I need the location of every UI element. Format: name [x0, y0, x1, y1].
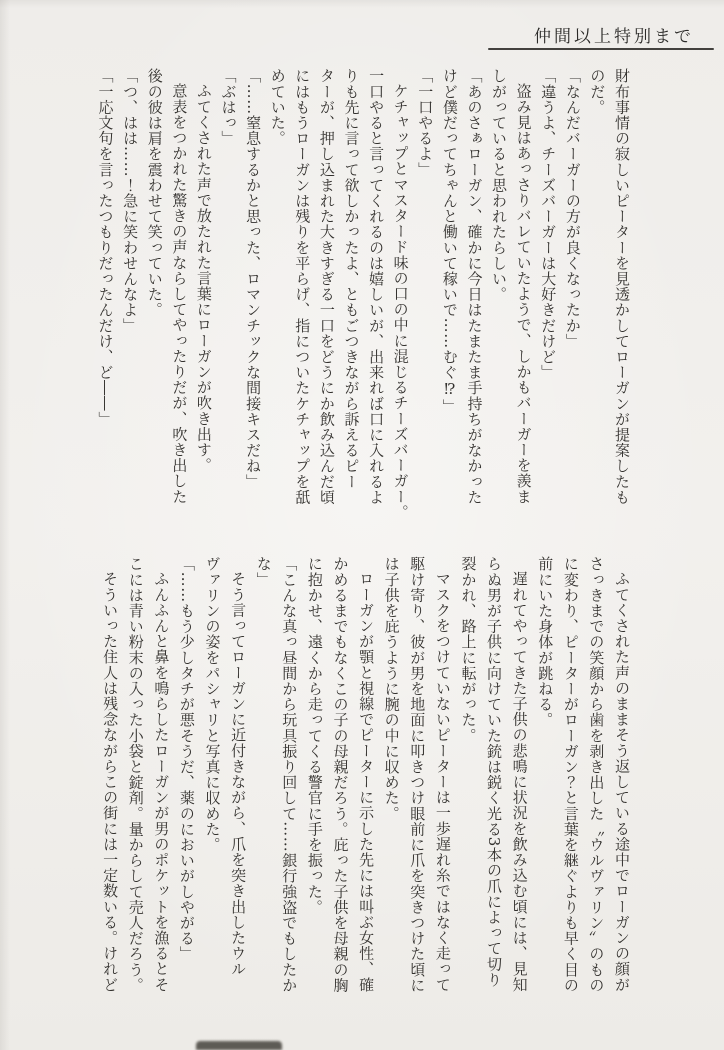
text-line: しがっていると思われたらしい。 [490, 68, 509, 302]
text-line: ふてくされた声のままそう返している途中でローガンの顔が [613, 571, 631, 993]
text-line: 遅れてやってきた子供の悲鳴に状況を飲み込む頃には、見知 [510, 571, 529, 993]
story-text-block-top [84, 68, 634, 532]
scan-artifact [196, 1041, 282, 1050]
text-line: 「なんだバーガーの方が良くなったか」 [563, 68, 582, 349]
text-line: 一口やると言ってくれるのは嬉しいが、出来れば口に入れるよ [367, 68, 386, 505]
text-line: ヴァリンの姿をパシャリと写真に収めた。 [203, 556, 222, 853]
text-line: ローガンが顎と視線でピーターに示した先には叫ぶ女性、確 [357, 571, 376, 993]
text-line: 意表をつかれた驚きの声ならしてやったりだが、吹き出した [170, 83, 189, 505]
text-line: ふてくされた声で放たれた言葉にローガンが吹き出す。 [194, 83, 213, 473]
text-line: ふんふんと鼻を鳴らしたローガンが男のポケットを漁るとそ [152, 571, 171, 993]
text-line: かめるまでもなくこの子の母親だろう。庇った子供を母親の胸 [331, 556, 350, 993]
text-line: 前にいた身体が跳ねる。 [536, 556, 555, 728]
page-edge-shading-top [0, 0, 724, 8]
text-line: な」 [254, 556, 273, 588]
story-text-block-bottom [84, 556, 634, 1024]
text-line: に抱かせ、遠くから走ってくる警官に手を振った。 [305, 556, 324, 915]
text-line: 「……窒息するかと思った、ロマンチックな間接キスだね」 [244, 68, 263, 490]
text-line: マスクをつけていないピーターは一歩遅れ糸ではなく走って [433, 571, 452, 993]
text-line: めていた。 [268, 68, 287, 146]
text-line: こには青い粉末の入った小袋と錠剤。量からして売人だろう。 [126, 556, 145, 993]
page-edge-shading-left [0, 0, 10, 1050]
text-line: ケチャップとマスタード味の口の中に混じるチーズバーガー。 [391, 83, 410, 520]
text-line: 駆け寄り、彼が男を地面に叩きつけ眼前に爪を突きつけた頃に [408, 556, 427, 993]
text-line: 「……もう少しタチが悪そうだ、薬のにおいがしやがる」 [177, 556, 196, 962]
text-line: 「一口やるよ」 [416, 68, 435, 178]
text-line: そう言ってローガンに近付きながら、爪を突き出したウル [229, 571, 248, 977]
text-line: 「ぶはっ」 [219, 68, 238, 146]
text-line: は子供を庇うように腕の中に収めた。 [382, 556, 401, 822]
text-line: 裂かれ、路上に転がった。 [459, 556, 478, 744]
text-line: 「つ、はは……！急に笑わせんなよ」 [121, 68, 140, 334]
text-line: そういった住人は残念ながらこの街には一定数いる。けれど [101, 571, 120, 993]
text-line: 盗み見はあっさりバレていたようで、しかもバーガーを羨ま [514, 83, 533, 505]
text-line: ターが、押し込まれた大きすぎる一口をどうにか飲み込んだ頃 [317, 68, 336, 505]
page-header-title: 仲間以上特別まで [534, 27, 694, 47]
text-line: らぬ男が子供に向けていた銃は鋭く光る3本の爪によって切り [485, 556, 504, 988]
text-line: のだ。 [588, 68, 607, 115]
text-line: 「こんな真っ昼間から玩具振り回して……銀行強盗でもしたか [280, 556, 299, 993]
text-line: にはもうローガンは残りを平らげ、指についたケチャップを舐 [293, 68, 312, 505]
text-line: 後の彼は肩を震わせて笑っていた。 [145, 68, 164, 318]
text-line: 「違うよ、チーズバーガーは大好きだけど」 [539, 68, 558, 380]
text-line: りも先に言って欲しかったよ、ともごつきながら訴えるピー [342, 68, 361, 490]
header-rule [488, 48, 714, 50]
text-line: さっきまでの笑顔から歯を剥き出した〝ウルヴァリン〟のもの [587, 556, 606, 993]
text-line: けど僕だってちゃんと働いて稼いで……むぐ⁉」 [440, 68, 459, 415]
text-line: に変わり、ピーターがローガン？と言葉を継ぐよりも早く目の [561, 556, 580, 993]
text-line: 「一応文句を言ったつもりだったんだけ、ど――」 [96, 68, 115, 427]
text-line: 財布事情の寂しいピーターを見透かしてローガンが提案したも [613, 68, 631, 505]
text-line: 「あのさぁローガン、確かに今日はたまたま手持ちがなかった [465, 68, 484, 505]
